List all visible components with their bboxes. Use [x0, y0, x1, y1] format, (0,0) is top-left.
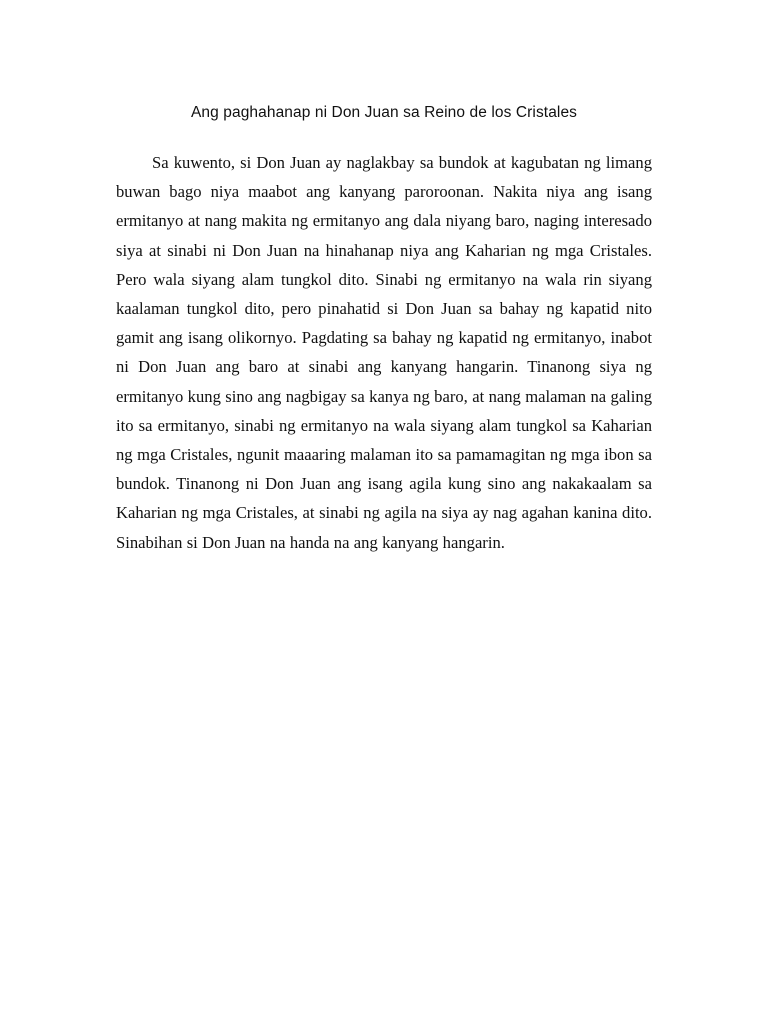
- body-paragraph: Sa kuwento, si Don Juan ay naglakbay sa bundok at kagubatan ng limang buwan bago niya maabot ang kanyang paroroonan. Nakita niya ang isang ermitanyo at nang makita ng ermitanyo ang dala niyang baro, naging interesado siya at sinabi ni Don Juan na hinahanap niya ang Kaharian ng mga Cristales. Pero wala siyang alam tungkol dito. Sinabi ng ermitanyo na wala rin siyang kaalaman tungkol dito, pero pinahatid si Don Juan sa bahay ng kapatid nito gamit ang isang olikornyo. Pagdating sa bahay ng kapatid ng ermitanyo, inabot ni Don Juan ang baro at sinabi ang kanyang hangarin. Tinanong siya ng ermitanyo kung sino ang nagbigay sa kanya ng baro, at nang malaman na galing ito sa ermitanyo, sinabi ng ermitanyo na wala siyang alam tungkol sa Kaharian ng mga Cristales, ngunit maaaring malaman ito sa pamamagitan ng mga ibon sa bundok. Tinanong ni Don Juan ang isang agila kung sino ang nakakaalam sa Kaharian ng mga Cristales, at sinabi ng agila na siya ay nag agahan kanina dito. Sinabihan si Don Juan na handa na ang kanyang hangarin.: [116, 153, 652, 552]
- document-title: Ang paghahanap ni Don Juan sa Reino de los Cristales: [190, 104, 578, 121]
